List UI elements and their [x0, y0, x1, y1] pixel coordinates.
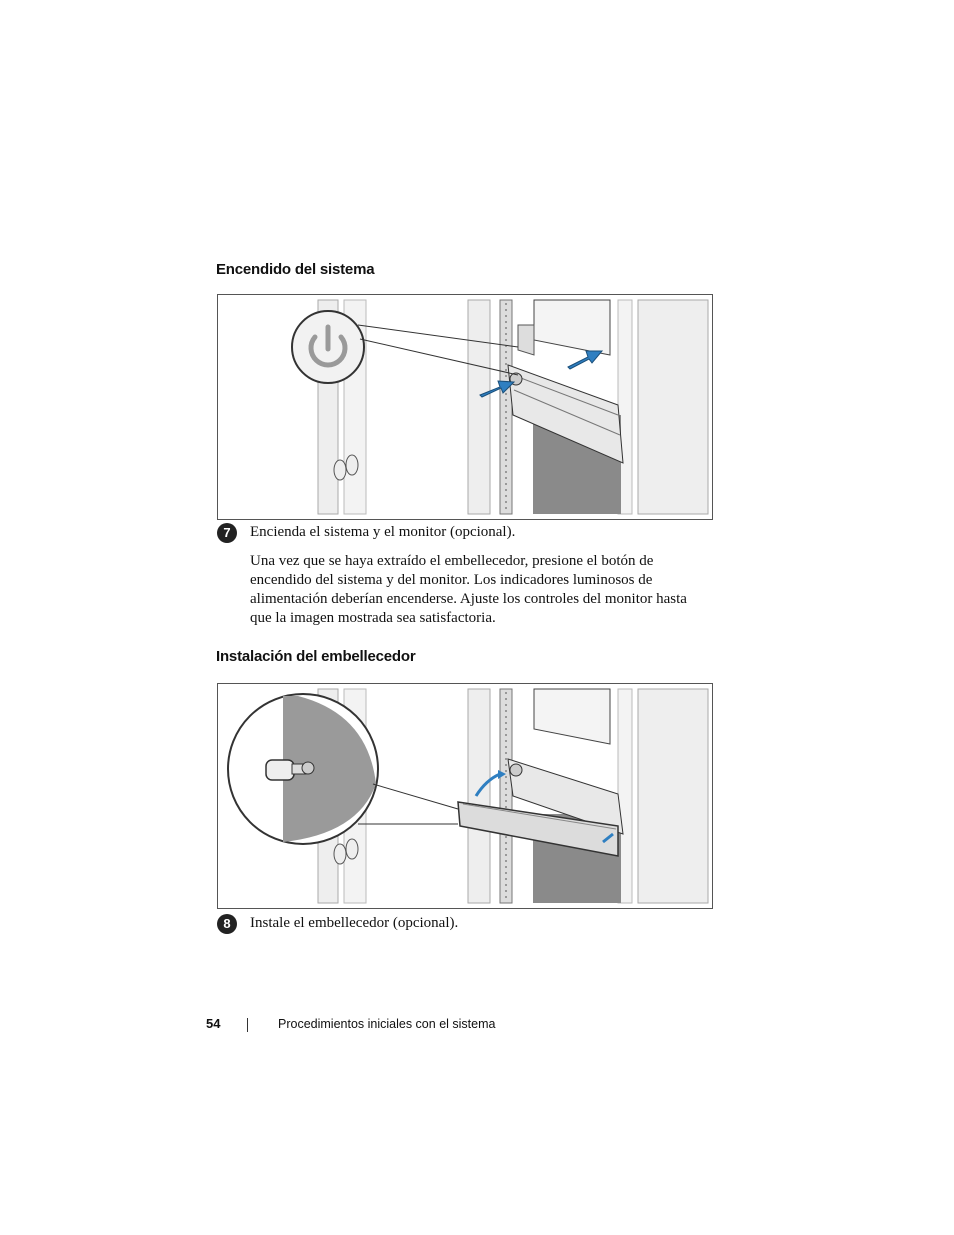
bezel-illustration [217, 683, 713, 909]
page-number: 54 [206, 1016, 221, 1031]
step-8-text: Instale el embellecedor (opcional). [250, 915, 459, 931]
power-on-paragraph: Una vez que se haya extraído el embellecedor, presione el botón de encendido del sistema y del monitor. Los indicadores luminosos de alimentación deberían encenderse. Ajuste los controles del monitor hasta que la imagen mostrada sea satisfactoria. [250, 553, 687, 626]
power-on-illustration [217, 294, 713, 520]
step-7-text: Encienda el sistema y el monitor (opcional). [250, 524, 516, 540]
step-badge-7: 7 [217, 523, 237, 543]
section-title-bezel-install: Instalación del embellecedor [216, 648, 416, 665]
step-badge-8: 8 [217, 914, 237, 934]
footer-chapter-title: Procedimientos iniciales con el sistema [278, 1017, 496, 1031]
section-title-power-on: Encendido del sistema [216, 261, 375, 278]
footer-separator [247, 1018, 248, 1032]
